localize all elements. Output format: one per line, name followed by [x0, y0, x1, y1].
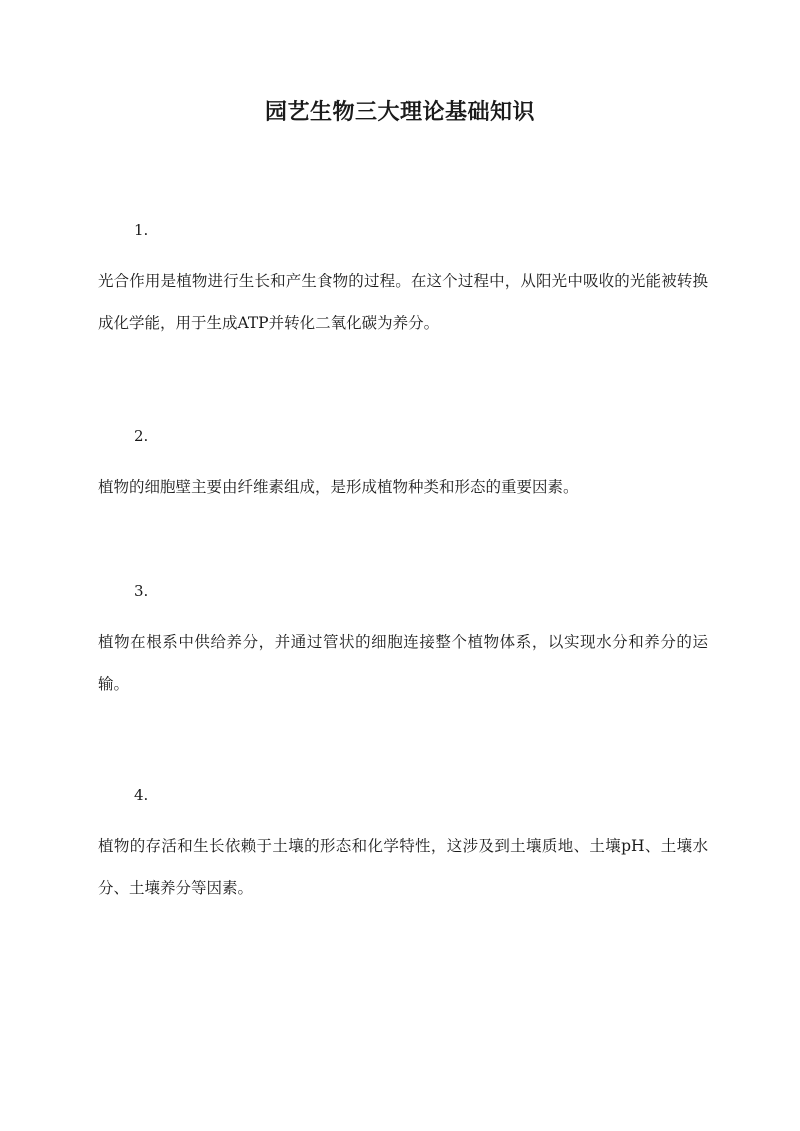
section-number: 3.: [134, 582, 149, 600]
section-paragraph: 光合作用是植物进行生长和产生食物的过程。在这个过程中，从阳光中吸收的光能被转换成化学能，用于生成ATP并转化二氧化碳为养分。: [98, 272, 708, 332]
section-number: 1.: [134, 221, 149, 239]
section-number: 2.: [134, 427, 149, 445]
section-paragraph: 植物在根系中供给养分，并通过管状的细胞连接整个植物体系，以实现水分和养分的运输。: [98, 633, 708, 693]
page-title: 园艺生物三大理论基础知识: [264, 99, 535, 125]
section-paragraph: 植物的存活和生长依赖于土壤的形态和化学特性，这涉及到土壤质地、土壤pH、土壤水分、土壤养分等因素。: [98, 837, 708, 897]
section-paragraph: 植物的细胞壁主要由纤维素组成，是形成植物种类和形态的重要因素。: [98, 478, 579, 496]
section-number: 4.: [134, 786, 149, 804]
